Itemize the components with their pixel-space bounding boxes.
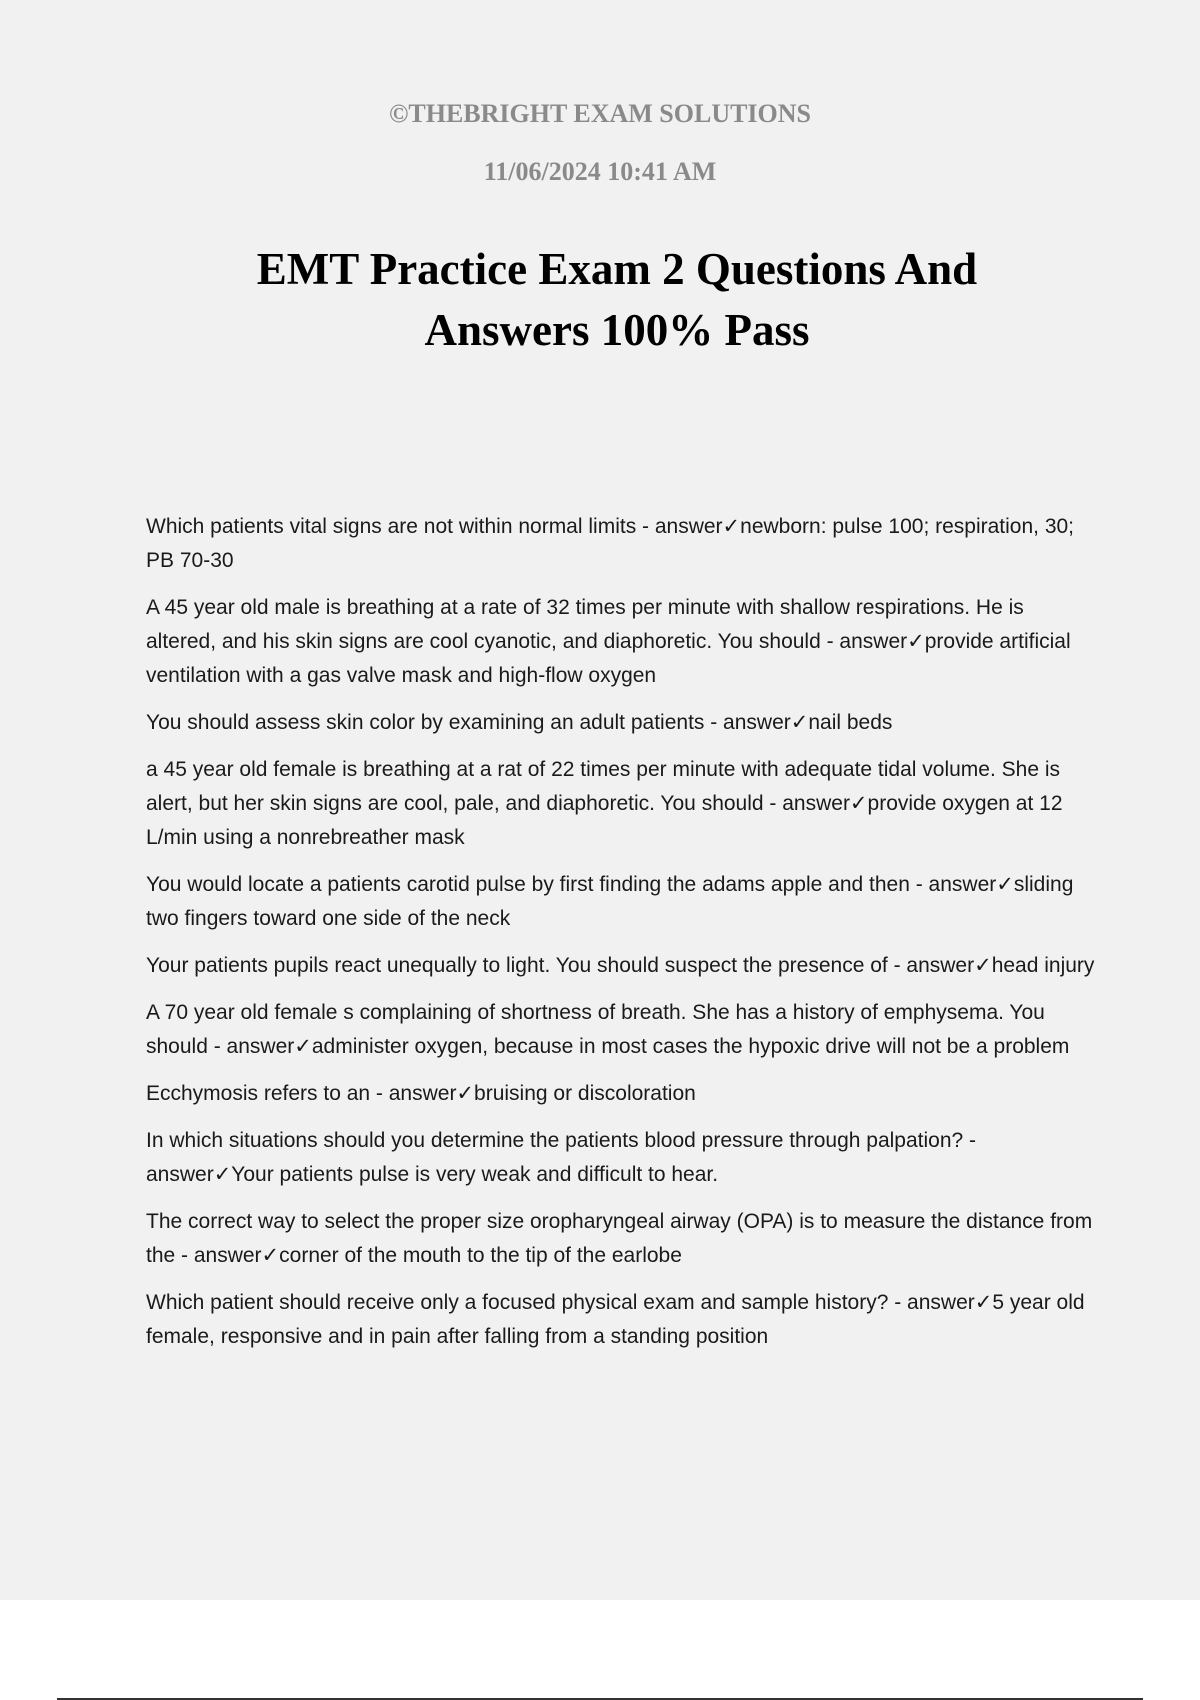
- question-answer-list: [146, 510, 1096, 1367]
- question-answer-item: In which situations should you determine the patients blood pressure through palpation? - answer✓Your patients pulse is very weak and difficult to hear.: [146, 1129, 977, 1186]
- question-answer-item: You should assess skin color by examining an adult patients - answer✓nail beds: [146, 711, 893, 734]
- question-answer-item: The correct way to select the proper size oropharyngeal airway (OPA) is to measure the distance from the - answer✓corner of the mouth to the tip of the earlobe: [146, 1210, 1093, 1267]
- question-answer-item: Which patients vital signs are not within normal limits - answer✓newborn: pulse 100; respiration, 30; PB 70-30: [146, 515, 1075, 572]
- document-title: [150, 239, 1084, 361]
- title-line-2: Answers 100% Pass: [424, 305, 810, 355]
- title-line-1: EMT Practice Exam 2 Questions And: [256, 244, 978, 294]
- question-answer-item: A 70 year old female s complaining of shortness of breath. She has a history of emphysema. You should - answer✓administer oxygen, because in most cases the hypoxic drive will not be a problem: [146, 1001, 1070, 1058]
- copyright-notice: ©THEBRIGHT EXAM SOLUTIONS: [388, 99, 812, 128]
- question-answer-item: A 45 year old male is breathing at a rate of 32 times per minute with shallow respirations. He is altered, and his skin signs are cool cyanotic, and diaphoretic. You should - answer✓provide artificial ventilation with a gas valve mask and high-flow oxygen: [146, 596, 1071, 687]
- question-answer-item: Ecchymosis refers to an - answer✓bruising or discoloration: [146, 1082, 696, 1105]
- question-answer-item: Your patients pupils react unequally to light. You should suspect the presence of - answer✓head injury: [146, 954, 1095, 977]
- question-answer-item: Which patient should receive only a focused physical exam and sample history? - answer✓5 year old female, responsive and in pain after falling from a standing position: [146, 1291, 1085, 1348]
- document-timestamp: 11/06/2024 10:41 AM: [483, 157, 717, 186]
- question-answer-item: a 45 year old female is breathing at a rat of 22 times per minute with adequate tidal volume. She is alert, but her skin signs are cool, pale, and diaphoretic. You should - answer✓provide oxygen at 12 L/min using a nonrebreather mask: [146, 758, 1063, 849]
- question-answer-item: You would locate a patients carotid pulse by first finding the adams apple and then - answer✓sliding two fingers toward one side of the neck: [146, 873, 1074, 930]
